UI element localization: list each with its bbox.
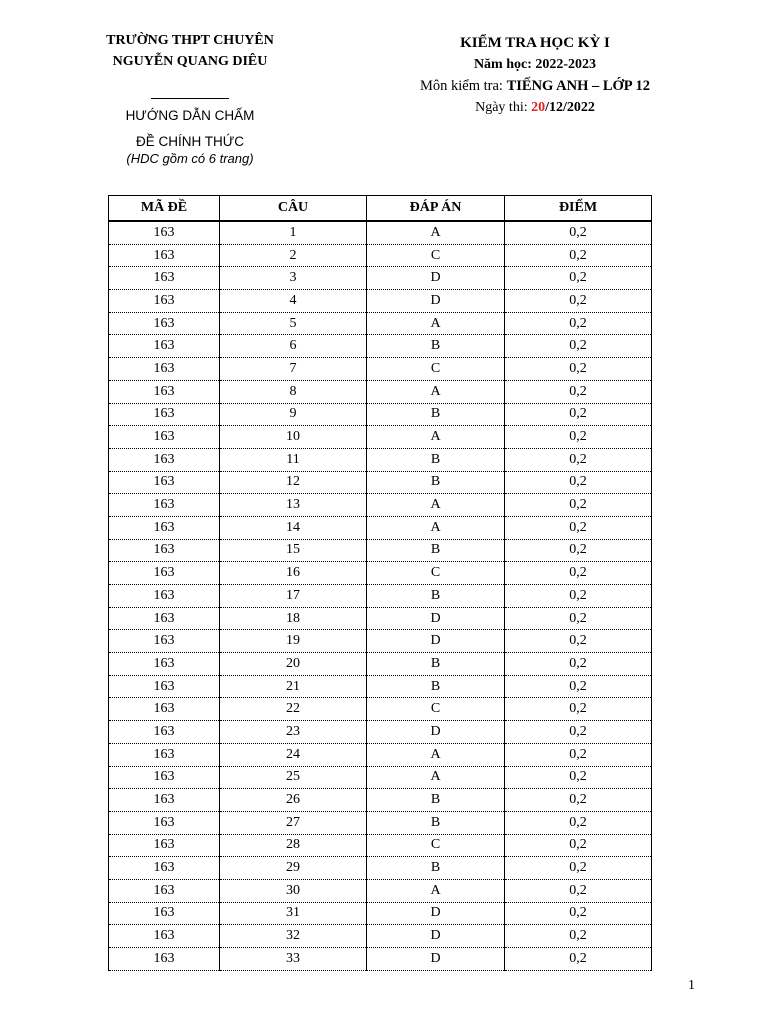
table-row [109,448,652,471]
score-cell: 0,2 [505,585,652,608]
exam-code-cell: 163 [109,675,220,698]
question-number-cell: 6 [220,335,367,358]
table-row [109,585,652,608]
score-cell: 0,2 [505,766,652,789]
exam-code-cell: 163 [109,585,220,608]
table-row [109,698,652,721]
table-row [109,494,652,517]
answer-cell: C [367,834,505,857]
answer-cell: B [367,653,505,676]
question-number-cell: 4 [220,290,367,313]
question-number-cell: 1 [220,221,367,244]
question-number-cell: 14 [220,516,367,539]
table-row [109,811,652,834]
table-row [109,902,652,925]
exam-code-cell: 163 [109,902,220,925]
table-row [109,562,652,585]
guide-page-count: (HDC gồm có 6 trang) [126,151,254,166]
exam-header [370,32,700,119]
school-year [370,54,700,75]
guide-title-line2: ĐỀ CHÍNH THỨC [135,134,245,149]
answer-cell: D [367,267,505,290]
question-number-cell: 27 [220,811,367,834]
answer-cell: C [367,698,505,721]
answer-cell: C [367,562,505,585]
score-cell: 0,2 [505,925,652,948]
exam-code-cell: 163 [109,653,220,676]
question-number-cell: 16 [220,562,367,585]
question-number-cell: 20 [220,653,367,676]
question-number-cell: 24 [220,743,367,766]
score-cell: 0,2 [505,244,652,267]
answer-cell: D [367,902,505,925]
date-day: 20 [531,100,546,115]
exam-code-cell: 163 [109,539,220,562]
page-number: 1 [688,978,695,993]
answer-cell: B [367,403,505,426]
table-row [109,607,652,630]
exam-code-cell: 163 [109,426,220,449]
question-number-cell: 7 [220,358,367,381]
table-row [109,335,652,358]
exam-code-cell: 163 [109,267,220,290]
question-number-cell: 21 [220,675,367,698]
table-row [109,653,652,676]
exam-code-cell: 163 [109,925,220,948]
answer-cell: B [367,448,505,471]
date-label: Ngày thi: [475,100,528,115]
exam-code-cell: 163 [109,607,220,630]
table-row [109,290,652,313]
table-row [109,675,652,698]
answer-cell: B [367,585,505,608]
exam-code-cell: 163 [109,358,220,381]
answer-cell: D [367,290,505,313]
score-cell: 0,2 [505,471,652,494]
guide-title-line1: HƯỚNG DẪN CHẤM [125,108,255,123]
score-cell: 0,2 [505,221,652,244]
table-row [109,380,652,403]
table-row [109,743,652,766]
table-row [109,948,652,971]
exam-subject [370,75,700,97]
table-row [109,267,652,290]
answer-cell: A [367,766,505,789]
question-number-cell: 5 [220,312,367,335]
score-cell: 0,2 [505,698,652,721]
answer-cell: A [367,312,505,335]
score-cell: 0,2 [505,290,652,313]
table-row [109,403,652,426]
answer-cell: A [367,380,505,403]
answer-cell: B [367,675,505,698]
exam-code-cell: 163 [109,630,220,653]
table-row [109,834,652,857]
question-number-cell: 9 [220,403,367,426]
score-cell: 0,2 [505,358,652,381]
question-number-cell: 31 [220,902,367,925]
exam-code-cell: 163 [109,743,220,766]
exam-code-cell: 163 [109,380,220,403]
question-number-cell: 23 [220,721,367,744]
answer-cell: A [367,516,505,539]
table-row [109,426,652,449]
question-number-cell: 2 [220,244,367,267]
exam-date [370,97,700,119]
exam-code-cell: 163 [109,448,220,471]
exam-code-cell: 163 [109,221,220,244]
school-year-label: Năm học: [473,57,532,72]
exam-code-cell: 163 [109,948,220,971]
column-header-answer: ĐÁP ÁN [367,196,505,222]
answer-cell: B [367,789,505,812]
answer-cell: B [367,471,505,494]
question-number-cell: 30 [220,879,367,902]
score-cell: 0,2 [505,789,652,812]
answer-key-table [108,195,652,971]
exam-code-cell: 163 [109,834,220,857]
score-cell: 0,2 [505,743,652,766]
table-row [109,471,652,494]
answer-cell: B [367,335,505,358]
score-cell: 0,2 [505,857,652,880]
question-number-cell: 19 [220,630,367,653]
question-number-cell: 11 [220,448,367,471]
answer-cell: A [367,879,505,902]
answer-cell: A [367,743,505,766]
header-divider [151,98,229,99]
question-number-cell: 8 [220,380,367,403]
question-number-cell: 22 [220,698,367,721]
question-number-cell: 25 [220,766,367,789]
score-cell: 0,2 [505,948,652,971]
table-row [109,857,652,880]
answer-cell: B [367,857,505,880]
table-header-row [109,196,652,222]
score-cell: 0,2 [505,721,652,744]
question-number-cell: 10 [220,426,367,449]
answer-cell: D [367,607,505,630]
answer-cell: B [367,539,505,562]
question-number-cell: 32 [220,925,367,948]
column-header-exam-code: MÃ ĐỀ [109,196,220,222]
exam-code-cell: 163 [109,562,220,585]
answer-rows [109,221,652,970]
question-number-cell: 28 [220,834,367,857]
exam-code-cell: 163 [109,516,220,539]
score-cell: 0,2 [505,403,652,426]
score-cell: 0,2 [505,380,652,403]
table-row [109,312,652,335]
table-row [109,539,652,562]
table-row [109,766,652,789]
exam-code-cell: 163 [109,290,220,313]
score-cell: 0,2 [505,539,652,562]
answer-cell: D [367,925,505,948]
exam-code-cell: 163 [109,403,220,426]
exam-code-cell: 163 [109,244,220,267]
answer-cell: C [367,244,505,267]
score-cell: 0,2 [505,335,652,358]
score-cell: 0,2 [505,312,652,335]
answer-cell: C [367,358,505,381]
answer-cell: A [367,494,505,517]
question-number-cell: 3 [220,267,367,290]
column-header-question: CÂU [220,196,367,222]
score-cell: 0,2 [505,834,652,857]
answer-cell: B [367,811,505,834]
table-row [109,358,652,381]
question-number-cell: 13 [220,494,367,517]
exam-code-cell: 163 [109,312,220,335]
score-cell: 0,2 [505,267,652,290]
table-row [109,879,652,902]
question-number-cell: 17 [220,585,367,608]
score-cell: 0,2 [505,653,652,676]
question-number-cell: 18 [220,607,367,630]
question-number-cell: 29 [220,857,367,880]
question-number-cell: 15 [220,539,367,562]
exam-code-cell: 163 [109,811,220,834]
score-cell: 0,2 [505,562,652,585]
exam-title: KIỂM TRA HỌC KỲ I [460,35,610,51]
school-header [70,30,310,167]
score-cell: 0,2 [505,607,652,630]
table-row [109,925,652,948]
exam-code-cell: 163 [109,698,220,721]
school-year-value: 2022-2023 [535,57,597,72]
exam-code-cell: 163 [109,857,220,880]
question-number-cell: 12 [220,471,367,494]
exam-code-cell: 163 [109,494,220,517]
subject-value: TIẾNG ANH – LỚP 12 [506,78,650,94]
question-number-cell: 26 [220,789,367,812]
score-cell: 0,2 [505,811,652,834]
score-cell: 0,2 [505,879,652,902]
table-row [109,516,652,539]
score-cell: 0,2 [505,448,652,471]
score-cell: 0,2 [505,675,652,698]
exam-code-cell: 163 [109,335,220,358]
table-row [109,630,652,653]
exam-code-cell: 163 [109,789,220,812]
question-number-cell: 33 [220,948,367,971]
exam-code-cell: 163 [109,471,220,494]
table-row [109,721,652,744]
score-cell: 0,2 [505,426,652,449]
score-cell: 0,2 [505,630,652,653]
answer-cell: D [367,948,505,971]
column-header-score: ĐIỂM [505,196,652,222]
score-cell: 0,2 [505,516,652,539]
answer-cell: A [367,426,505,449]
date-month-year: /12/2022 [545,100,595,115]
answer-cell: D [367,721,505,744]
score-cell: 0,2 [505,494,652,517]
exam-code-cell: 163 [109,721,220,744]
table-row [109,244,652,267]
subject-label: Môn kiểm tra: [419,78,503,94]
table-row [109,789,652,812]
school-name-line2: NGUYỄN QUANG DIÊU [112,54,268,69]
school-name-line1: TRƯỜNG THPT CHUYÊN [106,33,274,48]
answer-cell: D [367,630,505,653]
exam-code-cell: 163 [109,766,220,789]
exam-code-cell: 163 [109,879,220,902]
answer-cell: A [367,221,505,244]
table-row [109,221,652,244]
score-cell: 0,2 [505,902,652,925]
